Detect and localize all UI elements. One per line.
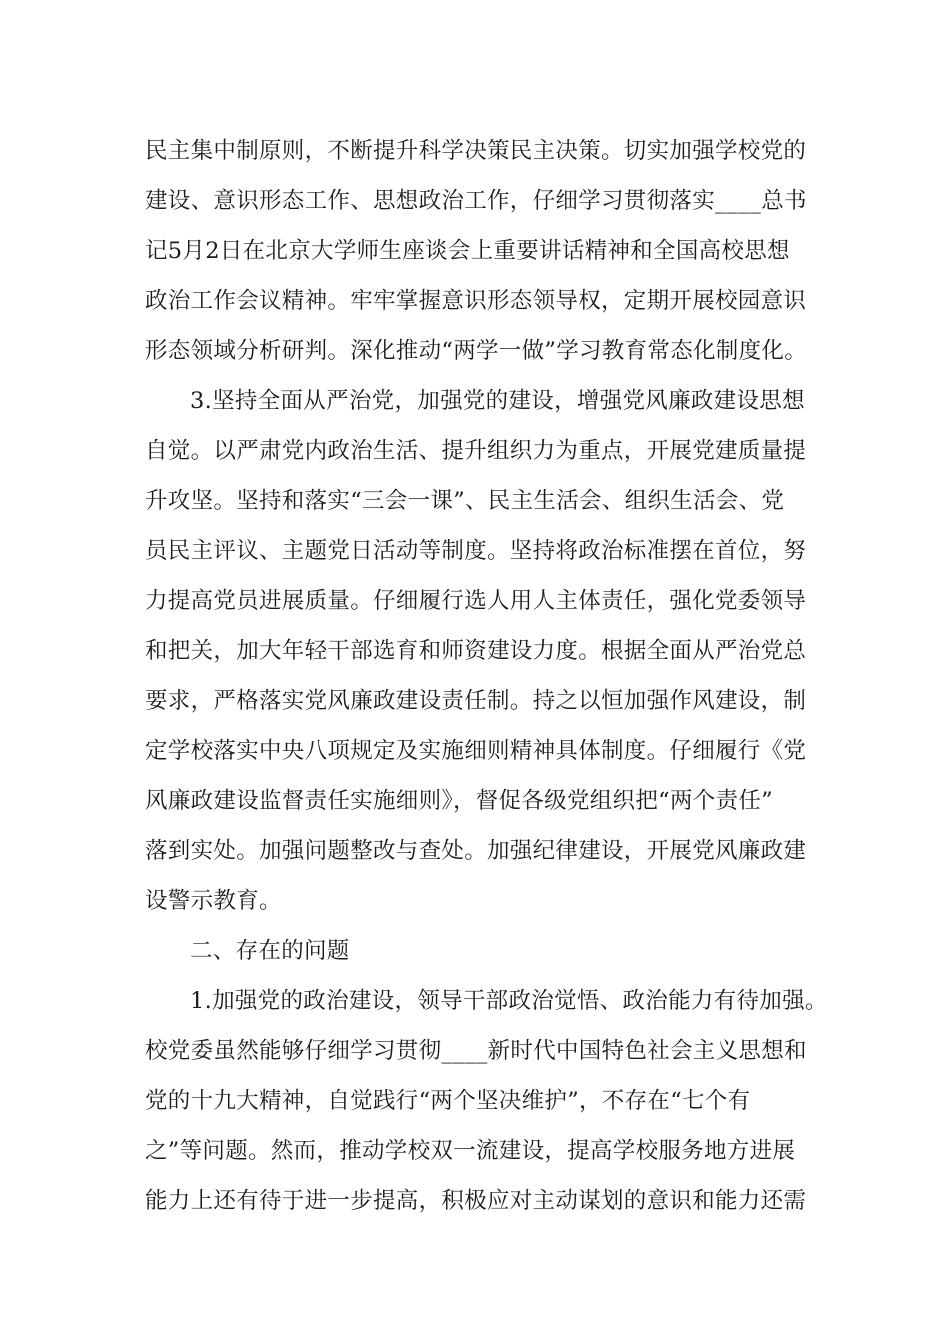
text-line: 民主集中制原则，不断提升科学决策民主决策。切实加强学校党的 xyxy=(145,138,807,164)
text-line: 记5月2日在北京大学师生座谈会上重要讲话精神和全国高校思想 xyxy=(145,238,790,264)
paragraph-start-line: 1.加强党的政治建设，领导干部政治觉悟、政治能力有待加强。 xyxy=(190,988,828,1014)
text-line: 定学校落实中央八项规定及实施细则精神具体制度。仔细履行《党 xyxy=(145,738,807,764)
text-line: 校党委虽然能够仔细学习贯彻____新时代中国特色社会主义思想和 xyxy=(145,1038,807,1064)
text-line: 党的十九大精神，自觉践行“两个坚决维护”，不存在“七个有 xyxy=(145,1088,751,1114)
text-line: 形态领域分析研判。深化推动“两学一做”学习教育常态化制度化。 xyxy=(145,338,808,364)
text-line: 落到实处。加强问题整改与查处。加强纪律建设，开展党风廉政建 xyxy=(145,838,807,864)
text-line: 员民主评议、主题党日活动等制度。坚持将政治标准摆在首位，努 xyxy=(145,538,807,564)
text-line: 建设、意识形态工作、思想政治工作，仔细学习贯彻落实____总书 xyxy=(145,188,807,214)
section-heading: 二、存在的问题 xyxy=(190,938,350,964)
body-text xyxy=(145,126,828,1226)
text-line: 自觉。以严肃党内政治生活、提升组织力为重点，开展党建质量提 xyxy=(145,438,807,464)
text-line: 力提高党员进展质量。仔细履行选人用人主体责任，强化党委领导 xyxy=(145,588,807,614)
text-line: 要求，严格落实党风廉政建设责任制。持之以恒加强作风建设，制 xyxy=(145,688,807,714)
text-line: 风廉政建设监督责任实施细则》，督促各级党组织把“两个责任” xyxy=(145,788,773,814)
text-line: 之”等问题。然而，推动学校双一流建设，提高学校服务地方进展 xyxy=(145,1138,796,1164)
text-line: 和把关，加大年轻干部选育和师资建设力度。根据全面从严治党总 xyxy=(145,638,807,664)
text-line: 设警示教育。 xyxy=(145,888,282,914)
text-line: 能力上还有待于进一步提高，积极应对主动谋划的意识和能力还需 xyxy=(145,1188,807,1214)
paragraph-start-line: 3.坚持全面从严治党，加强党的建设，增强党风廉政建设思想 xyxy=(190,388,805,414)
text-line: 政治工作会议精神。牢牢掌握意识形态领导权，定期开展校园意识 xyxy=(145,288,807,314)
text-line: 升攻坚。坚持和落实“三会一课”、民主生活会、组织生活会、党 xyxy=(145,488,785,514)
